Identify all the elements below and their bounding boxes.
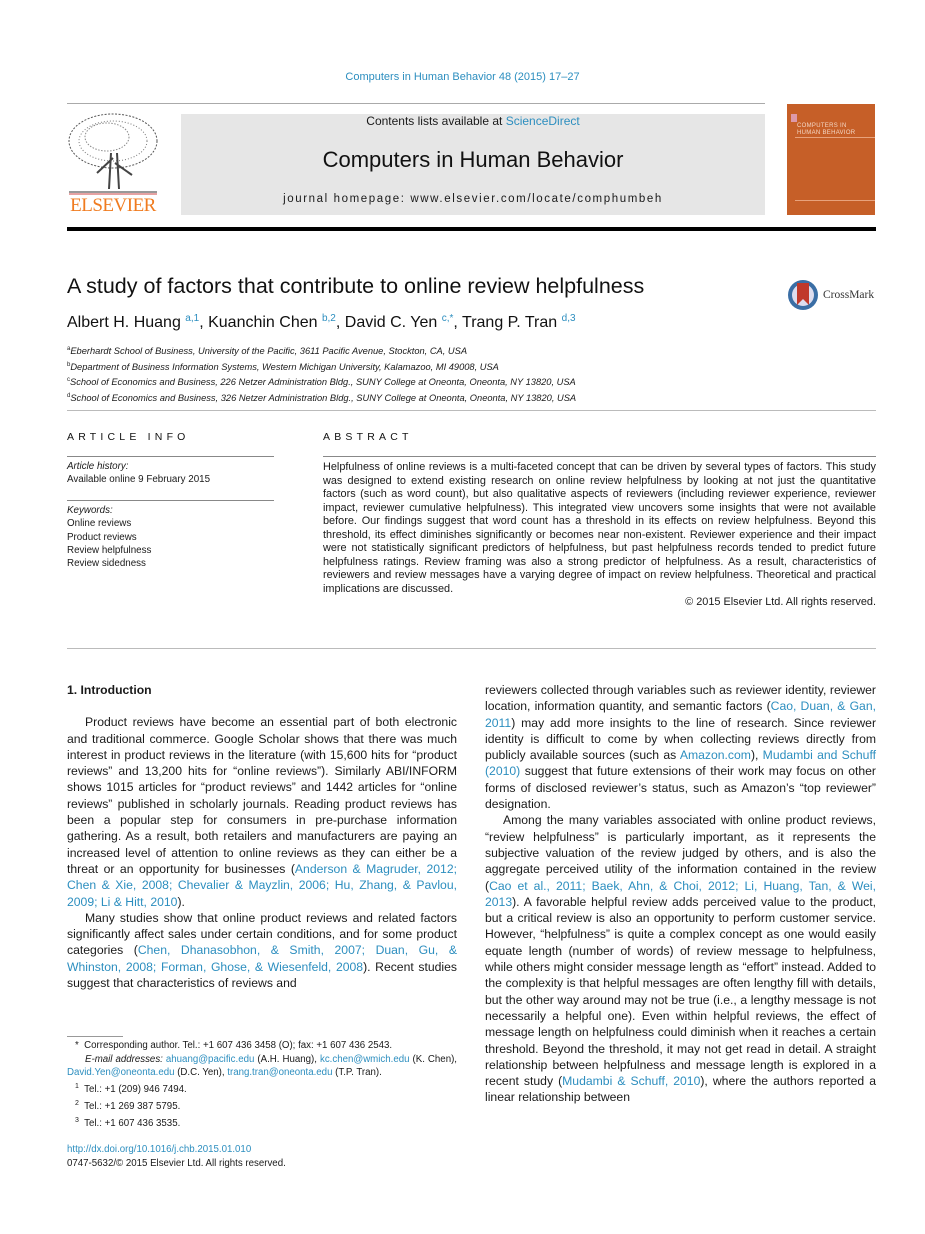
affiliation-text: Eberhardt School of Business, University of the Pacific, 3611 Pacific Avenue, Stockton, CA, USA [70,346,468,356]
email-owner: (A.H. Huang), [254,1053,320,1065]
paragraph-text: Among the many variables associated with online product reviews, “review helpfulness” is particularly important, as it represents the subjective valuation of the review judged by others, and is also the aggregate perceived utility of the information contained in the review ( [485,813,876,893]
crossmark-button[interactable] [787,279,874,311]
paragraph [485,682,876,812]
keywords [67,504,151,570]
right-column [485,682,876,1106]
article-title: A study of factors that contribute to online review helpfulness [67,274,645,298]
paragraph-text: ). [177,894,185,909]
issn-copyright: 0747-5632/© 2015 Elsevier Ltd. All rights reserved. [67,1157,286,1169]
email-owner: (T.P. Tran). [332,1067,382,1079]
divider [67,456,274,457]
divider [323,456,876,457]
citation-link[interactable]: Cao et al., 2011; Baek, Ahn, & Choi, 2012; Li, Huang, Tan, & Wei, 2013 [485,878,876,909]
keyword: Product reviews [67,531,137,543]
keywords-label: Keywords: [67,505,113,516]
footnote-mark: 2 [75,1099,79,1107]
article-history [67,460,210,487]
affiliation [67,390,576,406]
paragraph-text: Product reviews have become an essential part of both electronic and traditional commerce. Google Scholar shows that there was much interest in product reviews in the literature (with 15,600 hits for “product reviews” and 13,200 hits for “online reviews”). Similarly ABI/INFORM shows 1015 articles for “product reviews” and 1442 articles for “online reviews” published in scholarly journals. Reading product reviews has been a popular step for consumers in pre-purchase information gathering. As a result, both retailers and manufacturers are paying an increased level of attention to online reviews as they can either be a threat or an opportunity for businesses ( [67,715,457,876]
affiliation-mark: a [67,346,71,352]
affiliation-mark: b [67,361,71,368]
paragraph [67,714,457,910]
cover-title: COMPUTERS IN HUMAN BEHAVIOR [797,123,856,136]
author-affiliation-mark[interactable]: c,* [441,313,454,324]
telephone-footnote [67,1097,457,1114]
contents-label: Contents lists available at [366,114,506,128]
email-label: E-mail addresses: [85,1053,163,1065]
history-label: Article history: [67,461,129,472]
paragraph-text: ). A favorable helpful review adds perceived value to the product, but a critical review is also an opportunity to perform customer service. However, “helpfulness” is quite a complex concept as one would easily equate length (number of words) of review message to helpfulness, while others might consider message length as “effort” instead. Added to the complexity is that helpful messages are often lengthy fill with details, but the other way around may not be true (i.e., a lengthy message is not necessarily a helpful one). Even within helpful reviews, the effect of message length on helpfulness could diminish when it reaches a certain threshold. Beyond the threshold, it may not get read in detail. A straight relationship between helpfulness and message length is explored in a recent study ( [485,894,876,1089]
crossmark-label: CrossMark [823,289,875,301]
elsevier-logo [67,113,159,217]
affiliation [67,374,576,390]
affiliation-text: School of Economics and Business, 326 Netzer Administration Bldg., SUNY College at Oneonta, Oneonta, NY 13820, USA [70,392,577,403]
author-affiliation-mark[interactable]: b,2 [321,313,336,324]
email-addresses [67,1053,457,1080]
telephone-text: Tel.: +1 (209) 946 7494. [84,1084,187,1096]
author-affiliation-mark[interactable]: a,1 [185,313,200,324]
journal-cover[interactable] [787,104,875,215]
journal-homepage[interactable]: journal homepage: www.elsevier.com/locate/comphumbeh [283,193,663,205]
citation-link[interactable]: Mudambi & Schuff, 2010 [562,1074,701,1089]
author-separator: , [199,314,209,331]
citation-link[interactable]: Chen, Dhanasobhon, & Smith, 2007; Duan, Gu, & Whinston, 2008; Forman, Ghose, & Wiesenfeld, 2008 [67,943,457,974]
left-column [67,682,457,991]
affiliations [67,343,576,405]
citation-link[interactable]: Amazon.com [679,748,751,763]
citation-link[interactable]: Anderson & Magruder, 2012; Chen & Xie, 2008; Chevalier & Mayzlin, 2006; Hu, Zhang, & Pavlou, 2009; Li & Hitt, 2010 [67,861,457,909]
paragraph-text: ). Recent studies suggest that characteristics of reviews and [67,959,457,991]
author-separator: , [335,314,345,331]
affiliation-mark: c [67,377,70,383]
footnote-mark: 1 [75,1083,79,1091]
tree-icon [67,113,159,195]
email-link[interactable]: ahuang@pacific.edu [165,1053,255,1065]
footnote-mark: 3 [75,1116,79,1124]
divider [67,648,876,649]
abstract-text: Helpfulness of online reviews is a multi-faceted concept that can be driven by several types of factors. This study was designed to extend existing research on online review helpfulness by looking at not just the quantitative factors (such as word count), but also qualitative aspects of reviewers (including reviewer experience, reviewer impact, reviewer cumulative helpfulness). This integrated view uncovers some insights that were not available before. Our findings suggest that word count has a threshold in its effects on review helpfulness. Beyond this threshold, its effect diminishes significantly or becomes near non-existent. Reviewer experience and their impact were not statistically significant predictors of helpfulness, but past helpfulness records tended to predict future helpfulness ratings. Review framing was also a strong predictor of helpfulness. As a result, characteristics of reviewers and review messages have a varying degree of impact on review helpfulness. Theoretical and practical implications are discussed. [323,461,876,595]
footnotes [67,1039,457,1171]
crossmark-icon [787,279,819,311]
paragraph-text: ), where the authors reported a linear relationship between [485,1074,876,1105]
paragraph-text: suggest that future extensions of their work may focus on other forms of disclosed reviewer’s status, such as Amazon’s “top reviewer” designation. [485,764,876,812]
abstract [323,461,876,610]
telephone-text: Tel.: +1 269 387 5795. [84,1100,181,1112]
citation-link[interactable]: Mudambi and Schuff (2010) [485,748,877,779]
history-value: Available online 9 February 2015 [67,474,211,486]
journal-title: Computers in Human Behavior [322,147,624,172]
telephone-footnote [67,1080,457,1097]
abstract-copyright: © 2015 Elsevier Ltd. All rights reserved. [685,596,876,608]
divider [67,500,274,501]
keyword: Online reviews [67,518,132,530]
author-name: Trang P. Tran [462,314,558,331]
citation-link[interactable]: Cao, Duan, & Gan, 2011 [485,699,876,730]
author-name: Albert H. Huang [67,314,181,331]
telephone-text: Tel.: +1 607 436 3535. [84,1117,181,1129]
author-affiliation-mark[interactable]: d,3 [561,313,576,324]
footnote-rule [67,1036,123,1037]
keyword: Review helpfulness [67,544,152,556]
paragraph-text: ), [750,748,763,763]
email-owner: (D.C. Yen), [174,1067,228,1079]
publisher-name: ELSEVIER [70,195,156,216]
email-link[interactable]: trang.tran@oneonta.edu [227,1067,333,1079]
corresponding-author: Corresponding author. Tel.: +1 607 436 3458 (O); fax: +1 607 436 2543. [84,1040,393,1051]
telephone-footnote [67,1114,457,1131]
email-link[interactable]: kc.chen@wmich.edu [319,1053,410,1065]
author-list [67,313,576,332]
section-heading: 1. Introduction [67,683,152,697]
abstract-heading: ABSTRACT [323,431,413,443]
paragraph-text: Many studies show that online product reviews and related factors significantly affect sales under certain conditions, and for some product categories ( [67,910,457,958]
affiliation-text: Department of Business Information Systems, Western Michigan University, Kalamazoo, MI 49008, USA [70,361,499,372]
keyword: Review sidedness [67,558,146,570]
affiliation [67,343,576,359]
email-owner: (K. Chen), [409,1053,457,1065]
author-name: Kuanchin Chen [208,314,318,331]
doi-link[interactable]: http://dx.doi.org/10.1016/j.chb.2015.01.010 [67,1144,252,1156]
paragraph [485,812,876,1105]
affiliation-text: School of Economics and Business, 226 Netzer Administration Bldg., SUNY College at Oneonta, Oneonta, NY 13820, USA [70,377,576,387]
header-rule [67,227,876,231]
author-name: David C. Yen [344,314,438,331]
journal-banner [181,114,765,215]
paragraph [67,910,457,991]
journal-reference[interactable]: Computers in Human Behavior 48 (2015) 17–27 [345,71,580,83]
article-info-heading: ARTICLE INFO [67,431,190,443]
divider [67,410,876,411]
footnote-mark: * [75,1040,79,1051]
sciencedirect-link[interactable]: ScienceDirect [505,114,580,128]
affiliation-mark: d [67,392,71,399]
paragraph-text: reviewers collected through variables such as reviewer identity, reviewer location, information quantity, and semantic factors ( [485,683,876,714]
divider [67,103,765,104]
author-separator: , [453,314,463,331]
paragraph-text: ) may add more insights to the line of research. Since reviewer identity is difficult to come by when collecting reviews directly from publicly available sources (such as [485,715,876,763]
affiliation [67,359,576,375]
email-link[interactable]: David.Yen@oneonta.edu [67,1067,175,1079]
